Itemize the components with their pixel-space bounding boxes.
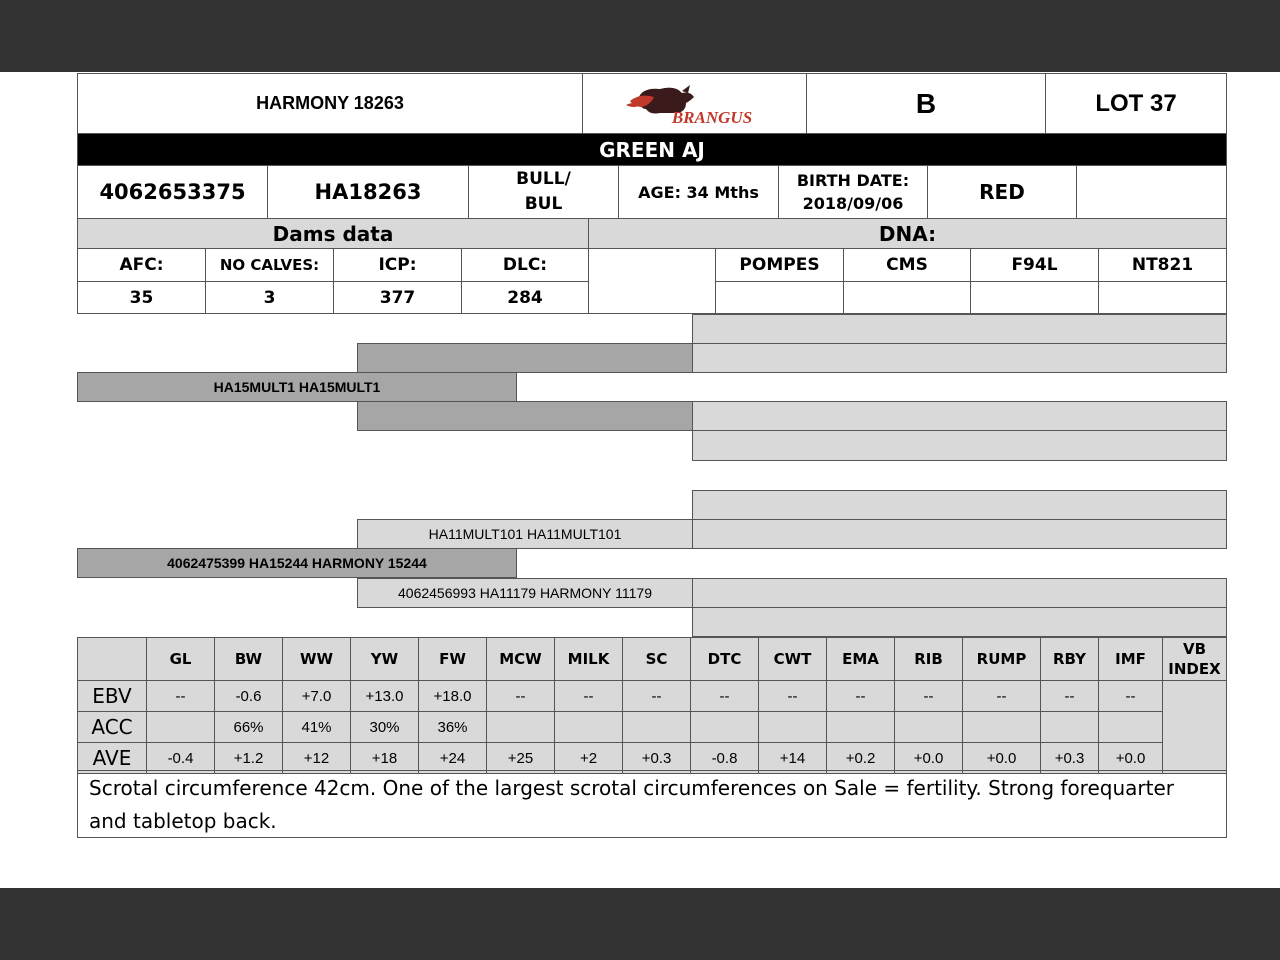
ebv-header-fw: FW: [418, 637, 487, 681]
dams-header-afc: AFC:: [77, 248, 206, 282]
pedigree-dam-dam: 4062456993 HA11179 HARMONY 11179: [357, 578, 693, 608]
ebv-cell: [146, 711, 215, 743]
ebv-header-rib: RIB: [894, 637, 963, 681]
dna-title: DNA:: [588, 218, 1227, 249]
dna-header-f94l: F94L: [970, 248, 1099, 282]
dna-value-f94l: [970, 281, 1099, 314]
vb-index-header: [1162, 637, 1227, 681]
ebv-cell: --: [826, 680, 895, 712]
pedigree-box-dd-dam: [692, 607, 1227, 637]
animal-extra: [1076, 165, 1227, 219]
ebv-cell: +18.0: [418, 680, 487, 712]
ebv-cell: -0.8: [690, 742, 759, 774]
top-frame-bar: [0, 0, 1280, 72]
animal-age: AGE: 34 Mths: [618, 165, 779, 219]
animal-code: HA18263: [267, 165, 469, 219]
pedigree-box-sire-dam: [357, 401, 693, 431]
ebv-header-gl: GL: [146, 637, 215, 681]
ebv-cell: 30%: [350, 711, 419, 743]
ebv-cell: --: [146, 680, 215, 712]
ebv-header-sc: SC: [622, 637, 691, 681]
ebv-row-label-acc: ACC: [77, 711, 147, 743]
ebv-row-label-ave: AVE: [77, 742, 147, 774]
ebv-cell: --: [758, 680, 827, 712]
animal-color: RED: [927, 165, 1077, 219]
logo-wordmark: BRANGUS: [671, 107, 752, 127]
dams-header-dlc: DLC:: [461, 248, 589, 282]
ebv-cell: +0.0: [894, 742, 963, 774]
dams-header-calves: NO CALVES:: [205, 248, 334, 282]
ebv-cell: +2: [554, 742, 623, 774]
ebv-cell: [622, 711, 691, 743]
ebv-cell: [826, 711, 895, 743]
birth-date: [778, 165, 928, 219]
pedigree-dam-sire: HA11MULT101 HA11MULT101: [357, 519, 693, 549]
bottom-frame-bar: [0, 888, 1280, 960]
ebv-cell: --: [894, 680, 963, 712]
ebv-header-mcw: MCW: [486, 637, 555, 681]
ebv-cell: 36%: [418, 711, 487, 743]
ebv-cell: +25: [486, 742, 555, 774]
ebv-cell: +7.0: [282, 680, 351, 712]
ebv-cell: [894, 711, 963, 743]
ebv-header-bw: BW: [214, 637, 283, 681]
brangus-logo: [582, 73, 807, 134]
dams-value-dlc: 284: [461, 281, 589, 314]
ebv-cell: [1040, 711, 1099, 743]
dna-header-nt821: NT821: [1098, 248, 1227, 282]
dams-value-afc: 35: [77, 281, 206, 314]
dna-header-cms: CMS: [843, 248, 971, 282]
grade: B: [806, 73, 1046, 134]
comment-box: [77, 770, 1227, 838]
ebv-cell: +1.2: [214, 742, 283, 774]
ebv-cell: +0.3: [622, 742, 691, 774]
sex-line-1: BULL/: [516, 169, 571, 189]
ebv-cell: +14: [758, 742, 827, 774]
ebv-cell: [1098, 711, 1163, 743]
ebv-header-dtc: DTC: [690, 637, 759, 681]
ebv-cell: +13.0: [350, 680, 419, 712]
pedigree-box-ds-sire: [692, 490, 1227, 520]
ebv-header-ema: EMA: [826, 637, 895, 681]
ebv-row-label-ebv: EBV: [77, 680, 147, 712]
ebv-cell: +0.2: [826, 742, 895, 774]
dna-value-cms: [843, 281, 971, 314]
animal-sex: [468, 165, 619, 219]
dna-value-nt821: [1098, 281, 1227, 314]
birth-date-value: 2018/09/06: [802, 194, 904, 213]
ebv-header-rump: RUMP: [962, 637, 1041, 681]
dams-value-calves: 3: [205, 281, 334, 314]
ebv-header-cwt: CWT: [758, 637, 827, 681]
ebv-header-milk: MILK: [554, 637, 623, 681]
pedigree-box-ds-dam: [692, 519, 1227, 549]
dams-header-icp: ICP:: [333, 248, 462, 282]
pedigree-box-ss-dam: [692, 343, 1227, 373]
ebv-header-yw: YW: [350, 637, 419, 681]
comment-text: Scrotal circumference 42cm. One of the largest scrotal circumferences on Sale = fertility. Strong forequarter and tabletop back.: [89, 776, 1174, 833]
lot-number: LOT 37: [1045, 73, 1227, 134]
ebv-header-ww: WW: [282, 637, 351, 681]
ebv-cell: +0.0: [1098, 742, 1163, 774]
dna-blank: [588, 248, 716, 314]
animal-ident: 4062653375: [77, 165, 268, 219]
ebv-cell: -0.4: [146, 742, 215, 774]
dna-header-pompes: POMPES: [715, 248, 844, 282]
ebv-cell: --: [486, 680, 555, 712]
ebv-header-imf: IMF: [1098, 637, 1163, 681]
ebv-cell: [554, 711, 623, 743]
ebv-cell: +0.0: [962, 742, 1041, 774]
animal-name: HARMONY 18263: [77, 73, 583, 134]
ebv-cell: +24: [418, 742, 487, 774]
ebv-cell: [758, 711, 827, 743]
dams-value-icp: 377: [333, 281, 462, 314]
ebv-cell: +0.3: [1040, 742, 1099, 774]
pedigree-sire: HA15MULT1 HA15MULT1: [77, 372, 517, 402]
birth-date-label: BIRTH DATE:: [796, 171, 910, 190]
owner-band: GREEN AJ: [77, 133, 1227, 166]
dams-title: Dams data: [77, 218, 589, 249]
vb-index-value: [1162, 680, 1227, 774]
vb-index-line-2: INDEX: [1168, 660, 1221, 678]
ebv-cell: [486, 711, 555, 743]
ebv-corner: [77, 637, 147, 681]
ebv-cell: --: [1098, 680, 1163, 712]
pedigree-box-sd-dam: [692, 430, 1227, 461]
pedigree-box-sire-sire: [357, 343, 693, 373]
vb-index-line-1: VB: [1182, 640, 1207, 658]
pedigree-dam: 4062475399 HA15244 HARMONY 15244: [77, 548, 517, 578]
sex-line-2: BUL: [524, 194, 563, 214]
ebv-cell: --: [690, 680, 759, 712]
pedigree-box-dd-sire: [692, 578, 1227, 608]
pedigree-box-sd-sire: [692, 401, 1227, 431]
ebv-cell: [690, 711, 759, 743]
ebv-cell: 41%: [282, 711, 351, 743]
ebv-cell: +12: [282, 742, 351, 774]
pedigree-box-ss-sire: [692, 314, 1227, 344]
ebv-cell: 66%: [214, 711, 283, 743]
ebv-cell: --: [1040, 680, 1099, 712]
ebv-cell: --: [622, 680, 691, 712]
ebv-cell: [962, 711, 1041, 743]
ebv-cell: --: [554, 680, 623, 712]
ebv-cell: --: [962, 680, 1041, 712]
bull-logo-icon: [620, 79, 770, 129]
ebv-header-rby: RBY: [1040, 637, 1099, 681]
ebv-cell: +18: [350, 742, 419, 774]
dna-value-pompes: [715, 281, 844, 314]
ebv-cell: -0.6: [214, 680, 283, 712]
